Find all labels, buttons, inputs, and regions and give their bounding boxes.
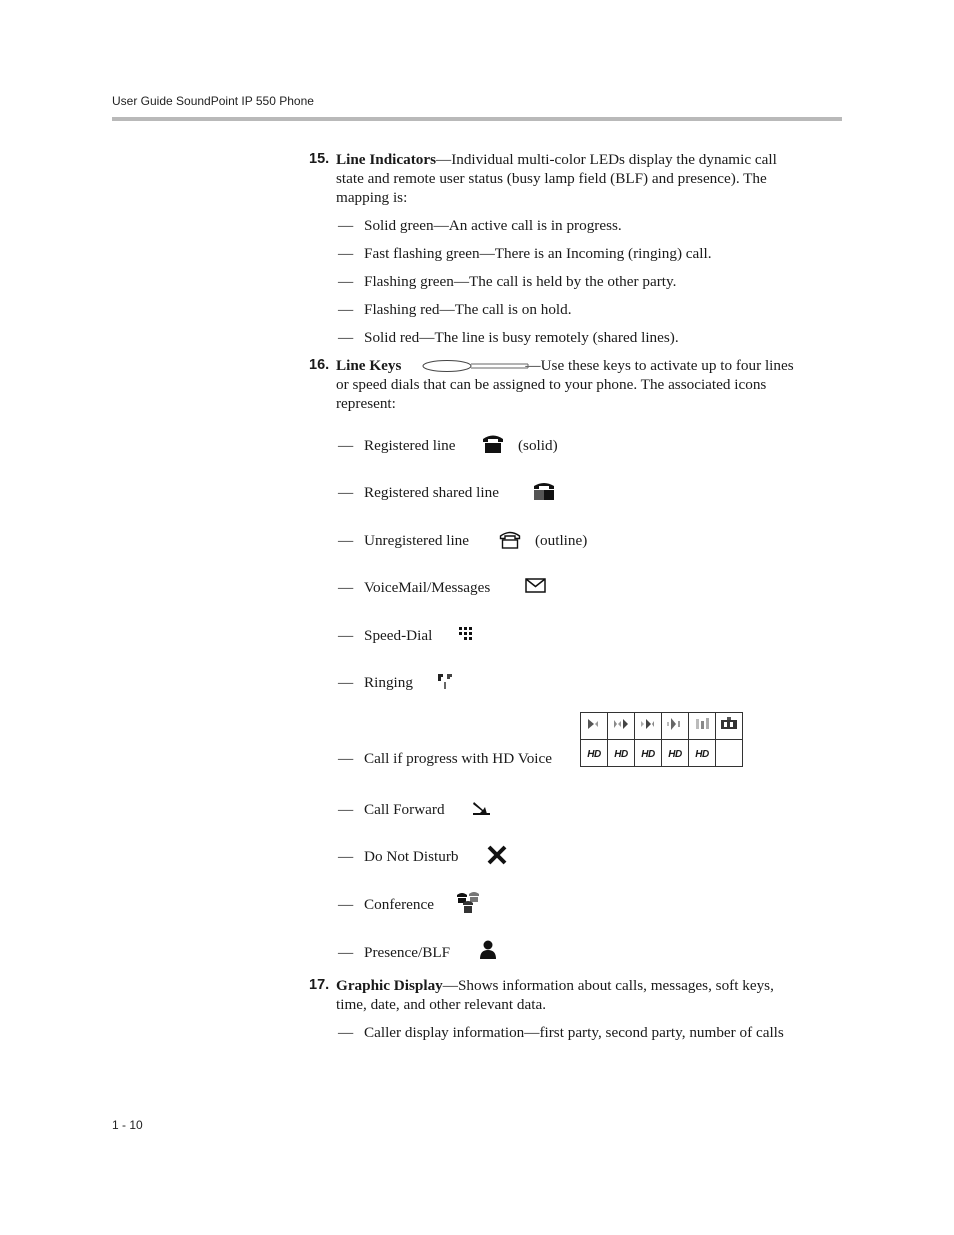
hd-badge: HD [662, 740, 689, 767]
bullet-dash: — [338, 848, 354, 865]
speaker-icon [608, 713, 635, 740]
bullet-dash: — [338, 217, 354, 234]
keypad-icon [458, 626, 474, 642]
item-16 [309, 356, 844, 413]
ringing-icon [436, 672, 456, 692]
running-header: User Guide SoundPoint IP 550 Phone [112, 94, 314, 108]
forward-arrow-icon [472, 799, 492, 817]
suffix-text: (solid) [518, 437, 558, 454]
bullet-dash: — [338, 944, 354, 961]
line-key-icon [422, 359, 530, 373]
bullet-dash: — [338, 801, 354, 818]
speaker-icon [635, 713, 662, 740]
page-number: 1 - 10 [112, 1118, 143, 1132]
bullet-text: Call if progress with HD Voice [364, 750, 552, 767]
bullet-dash: — [338, 674, 354, 691]
item-desc: —Shows information about calls, messages, soft keys, [442, 977, 774, 994]
item-term: Graphic Display [336, 977, 443, 994]
bullet-dash: — [338, 301, 354, 318]
bullet-dash: — [338, 273, 354, 290]
item-term: Line Keys [336, 357, 402, 374]
bullet-text: Do Not Disturb [364, 848, 459, 865]
bullet-text: Caller display information—first party, second party, number of calls [364, 1024, 784, 1041]
bullet-text: Fast flashing green—There is an Incoming (ringing) call. [364, 245, 712, 262]
item-desc: time, date, and other relevant data. [336, 996, 546, 1013]
hd-badge: HD [689, 740, 716, 767]
bullet-text: Registered shared line [364, 484, 499, 501]
bullet-text: Flashing red—The call is on hold. [364, 301, 572, 318]
speaker-icon [662, 713, 689, 740]
item-number: 16. [309, 357, 330, 373]
phone-shared-icon [532, 480, 556, 502]
speaker-icon [716, 713, 743, 740]
bullet-text: Presence/BLF [364, 944, 451, 961]
hd-empty-cell [716, 740, 743, 767]
bullet-dash: — [338, 579, 354, 596]
bullet-text: Flashing green—The call is held by the other party. [364, 273, 677, 290]
bullet-text: Unregistered line [364, 532, 470, 549]
hd-badge: HD [581, 740, 608, 767]
envelope-icon [525, 578, 547, 594]
bullet-dash: — [338, 627, 354, 644]
item-desc: state and remote user status (busy lamp field (BLF) and presence). The [336, 170, 767, 187]
bullet-dash: — [338, 329, 354, 346]
bullet-text: Registered line [364, 437, 456, 454]
bullet-dash: — [338, 532, 354, 549]
speaker-icon [689, 713, 716, 740]
item-number: 17. [309, 977, 330, 993]
hd-label-row [581, 740, 743, 767]
hd-icon-row [581, 713, 743, 740]
item-desc: represent: [336, 395, 396, 412]
bullet-dash: — [338, 245, 354, 262]
phone-outline-icon [499, 528, 521, 550]
phone-solid-icon [482, 432, 504, 454]
suffix-text: (outline) [535, 532, 588, 549]
bullet-dash: — [338, 750, 354, 767]
bullet-dash: — [338, 1024, 354, 1041]
x-icon [486, 845, 508, 865]
item-desc: —Use these keys to activate up to four lines [525, 357, 794, 374]
item-17 [309, 976, 844, 1014]
hd-badge: HD [635, 740, 662, 767]
bullet-dash: — [338, 484, 354, 501]
speaker-icon [581, 713, 608, 740]
bullet-text: Speed-Dial [364, 627, 433, 644]
bullet-text: Ringing [364, 674, 413, 691]
conference-icon [456, 891, 482, 915]
hd-badge: HD [608, 740, 635, 767]
item-desc: —Individual multi-color LEDs display the dynamic call [436, 151, 777, 168]
bullet-dash: — [338, 437, 354, 454]
hd-voice-table [580, 712, 743, 767]
item-term: Line Indicators [336, 151, 436, 168]
bullet-dash: — [338, 896, 354, 913]
bullet-text: Solid red—The line is busy remotely (shared lines). [364, 329, 679, 346]
bullet-text: Call Forward [364, 801, 445, 818]
bullet-text: VoiceMail/Messages [364, 579, 491, 596]
item-desc: mapping is: [336, 189, 408, 206]
item-15 [309, 150, 844, 207]
bullet-text: Solid green—An active call is in progress. [364, 217, 622, 234]
bullet-text: Conference [364, 896, 434, 913]
item-number: 15. [309, 151, 330, 167]
person-icon [479, 940, 497, 960]
header-rule [112, 117, 842, 121]
item-desc: or speed dials that can be assigned to your phone. The associated icons [336, 376, 767, 393]
